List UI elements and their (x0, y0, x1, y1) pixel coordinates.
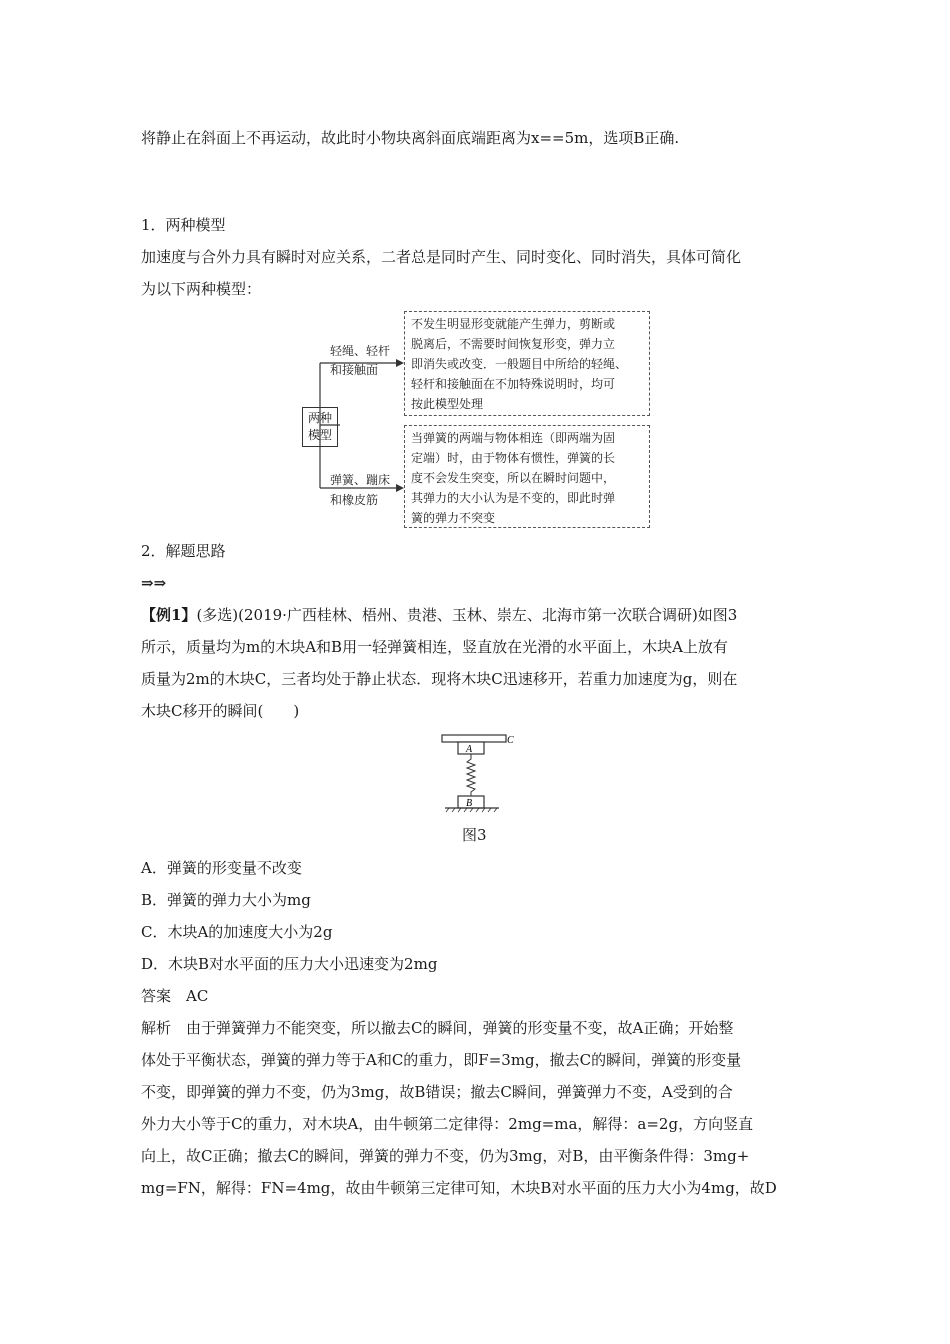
analysis-line: 解析 由于弹簧弹力不能突变，所以撤去C的瞬间，弹簧的形变量不变，故A正确；开始整 (141, 1019, 734, 1037)
rigid-desc-line: 不发生明显形变就能产生弹力，剪断或 (411, 317, 616, 331)
top-branch-label-line2: 和接触面 (330, 363, 379, 377)
blocks-spring-drawing (437, 733, 517, 813)
block-c (442, 735, 506, 742)
section1-paragraph-line1: 加速度与合外力具有瞬时对应关系，二者总是同时产生、同时变化、同时消失，具体可简化 (141, 248, 742, 266)
intro-line: 将静止在斜面上不再运动，故此时小物块离斜面底端距离为x==5m，选项B正确. (141, 129, 680, 147)
section1-title: 1．两种模型 (141, 216, 226, 234)
section2-title: 2．解题思路 (141, 542, 226, 560)
rigid-desc-line: 脱离后，不需要时间恢复形变，弹力立 (411, 337, 616, 351)
analysis-line: 不变，即弹簧的弹力不变，仍为3mg，故B错误；撤去C瞬间，弹簧弹力不变，A受到的合 (141, 1083, 733, 1101)
analysis-line: 向上，故C正确；撤去C的瞬间，弹簧的弹力不变，仍为3mg，对B，由平衡条件得：3mg+ (141, 1147, 750, 1165)
answer-line: 答案 AC (141, 987, 209, 1005)
spring-desc-line: 度不会发生突变，所以在瞬时问题中， (411, 471, 616, 485)
spring-desc-line: 定端）时，由于物体有惯性，弹簧的长 (411, 451, 616, 465)
spring-model-description (404, 425, 650, 528)
example-tag: 【例1】 (141, 606, 197, 624)
rigid-desc-line: 轻杆和接触面在不加特殊说明时，均可 (411, 377, 616, 391)
example-text-line1: (多选)(2019·广西桂林、梧州、贵港、玉林、崇左、北海市第一次联合调研)如图3 (196, 606, 738, 624)
section1-paragraph-line2: 为以下两种模型： (141, 280, 262, 298)
solution-arrows: ⇒⇒ (141, 574, 167, 592)
figure-caption: 图3 (462, 826, 487, 844)
label-b: B (466, 798, 473, 809)
example-line4: 木块C移开的瞬间( ) (141, 702, 300, 720)
option-d: D．木块B对水平面的压力大小迅速变为2mg (141, 955, 438, 973)
two-models-node (302, 407, 338, 447)
analysis-line: mg=FN，解得：FN=4mg，故由牛顿第三定律可知，木块B对水平面的压力大小为4mg，故D (141, 1179, 777, 1197)
spring-desc-line: 当弹簧的两端与物体相连（即两端为固 (411, 431, 616, 445)
rigid-model-description (404, 311, 650, 416)
bottom-branch-label-line2: 和橡皮筋 (330, 493, 379, 507)
two-models-node-line2: 模型 (307, 428, 332, 442)
example-line3: 质量为2m的木块C，三者均处于静止状态．现将木块C迅速移开，若重力加速度为g，则在 (141, 670, 738, 688)
analysis-line: 外力大小等于C的重力，对木块A，由牛顿第二定律得：2mg=ma，解得：a=2g，方向竖直 (141, 1115, 754, 1133)
rigid-desc-line: 即消失或改变．一般题目中所给的轻绳、 (411, 357, 628, 371)
two-models-node-line1: 两种 (307, 411, 332, 425)
figure-3-blocks-spring (437, 733, 517, 813)
label-c: C (507, 735, 514, 746)
example-line2: 所示，质量均为m的木块A和B用一轻弹簧相连，竖直放在光滑的水平面上，木块A上放有 (141, 638, 728, 656)
option-c: C．木块A的加速度大小为2g (141, 923, 333, 941)
two-models-diagram (300, 308, 652, 530)
top-branch-label-line1: 轻绳、轻杆 (330, 344, 391, 358)
spring-desc-line: 其弹力的大小认为是不变的，即此时弹 (411, 491, 616, 505)
spring-desc-line: 簧的弹力不突变 (411, 511, 496, 525)
bottom-branch-label-line1: 弹簧、蹦床 (330, 473, 391, 487)
spring (467, 754, 475, 796)
label-a: A (466, 744, 473, 755)
option-a: A．弹簧的形变量不改变 (141, 859, 302, 877)
analysis-line: 体处于平衡状态，弹簧的弹力等于A和C的重力，即F=3mg，撤去C的瞬间，弹簧的形变量 (141, 1051, 742, 1069)
option-b: B．弹簧的弹力大小为mg (141, 891, 311, 909)
rigid-desc-line: 按此模型处理 (411, 397, 484, 411)
example-line1 (141, 605, 737, 625)
